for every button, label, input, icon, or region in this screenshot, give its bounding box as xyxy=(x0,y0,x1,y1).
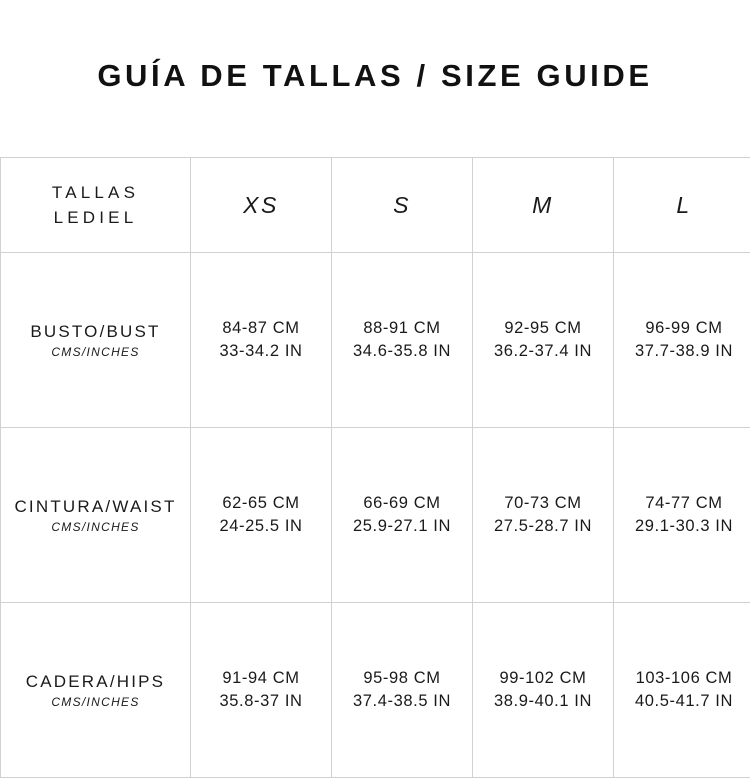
header-size-m xyxy=(473,158,614,253)
cell-hips-s xyxy=(332,603,473,778)
page-title: GUÍA DE TALLAS / SIZE GUIDE xyxy=(97,58,653,93)
header-size-s xyxy=(332,158,473,253)
cell-waist-m-in: 27.5-28.7 IN xyxy=(493,517,592,535)
cell-hips-l-cm: 103-106 CM xyxy=(635,669,733,687)
cell-hips-l xyxy=(614,603,750,778)
cell-waist-xs xyxy=(191,428,332,603)
table-header-row xyxy=(1,158,750,253)
header-size-xs xyxy=(191,158,332,253)
row-label-waist-text: CINTURA/WAIST xyxy=(14,496,177,516)
row-label-bust-text: BUSTO/BUST xyxy=(30,321,161,341)
cell-waist-l xyxy=(614,428,750,603)
cell-bust-xs xyxy=(191,253,332,428)
cell-waist-l-in: 29.1-30.3 IN xyxy=(634,517,733,535)
row-label-bust xyxy=(1,253,191,428)
row-label-hips-text: CADERA/HIPS xyxy=(25,671,166,691)
cell-hips-s-cm: 95-98 CM xyxy=(363,669,441,687)
row-label-waist xyxy=(1,428,191,603)
cell-bust-l xyxy=(614,253,750,428)
cell-hips-xs-cm: 91-94 CM xyxy=(222,669,300,687)
cell-waist-s xyxy=(332,428,473,603)
cell-bust-l-in: 37.7-38.9 IN xyxy=(634,342,733,360)
table-row xyxy=(1,428,750,603)
cell-waist-m xyxy=(473,428,614,603)
cell-bust-s-in: 34.6-35.8 IN xyxy=(352,342,451,360)
header-brand-line1: TALLAS xyxy=(51,182,140,202)
cell-waist-m-cm: 70-73 CM xyxy=(504,494,582,512)
cell-hips-m-cm: 99-102 CM xyxy=(499,669,587,687)
cell-waist-l-cm: 74-77 CM xyxy=(645,494,723,512)
cell-waist-s-in: 25.9-27.1 IN xyxy=(352,517,451,535)
cell-bust-l-cm: 96-99 CM xyxy=(645,319,723,337)
row-label-hips-units: CMS/INCHES xyxy=(51,694,140,709)
cell-hips-xs-in: 35.8-37 IN xyxy=(219,692,303,710)
cell-hips-l-in: 40.5-41.7 IN xyxy=(634,692,733,710)
cell-bust-s xyxy=(332,253,473,428)
cell-bust-m-in: 36.2-37.4 IN xyxy=(493,342,592,360)
size-guide-table xyxy=(0,157,750,778)
header-size-l-label: L xyxy=(676,191,692,218)
cell-bust-m xyxy=(473,253,614,428)
row-label-bust-units: CMS/INCHES xyxy=(51,344,140,359)
cell-waist-s-cm: 66-69 CM xyxy=(363,494,441,512)
header-brand-line2: LEDIEL xyxy=(53,208,138,227)
cell-bust-s-cm: 88-91 CM xyxy=(363,319,441,337)
cell-bust-xs-in: 33-34.2 IN xyxy=(219,342,303,360)
cell-hips-xs xyxy=(191,603,332,778)
cell-bust-xs-cm: 84-87 CM xyxy=(222,319,300,337)
header-size-m-label: M xyxy=(532,191,554,218)
table-row xyxy=(1,603,750,778)
header-brand-cell xyxy=(1,158,191,253)
cell-waist-xs-in: 24-25.5 IN xyxy=(219,517,303,535)
cell-waist-xs-cm: 62-65 CM xyxy=(222,494,300,512)
cell-hips-m xyxy=(473,603,614,778)
cell-bust-m-cm: 92-95 CM xyxy=(504,319,582,337)
header-size-s-label: S xyxy=(393,191,411,218)
header-size-l xyxy=(614,158,750,253)
row-label-waist-units: CMS/INCHES xyxy=(51,519,140,534)
cell-hips-m-in: 38.9-40.1 IN xyxy=(493,692,592,710)
row-label-hips xyxy=(1,603,191,778)
table-row xyxy=(1,253,750,428)
header-size-xs-label: XS xyxy=(243,191,279,218)
cell-hips-s-in: 37.4-38.5 IN xyxy=(352,692,451,710)
